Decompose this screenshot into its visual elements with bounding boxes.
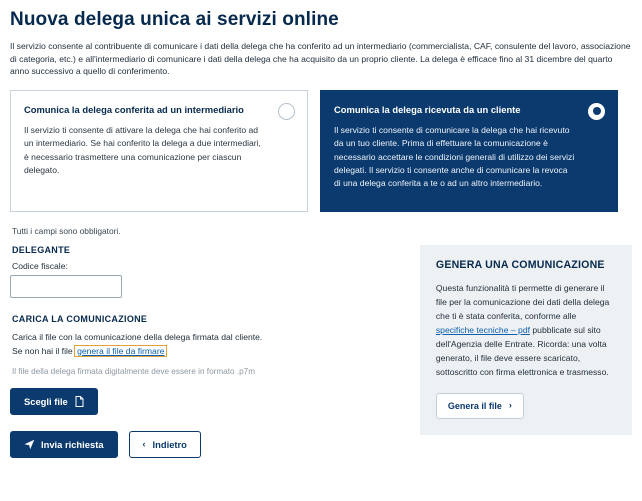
scegli-file-button[interactable] [10, 388, 98, 415]
panel-description-part1: Questa funzionalità ti permette di generare il file per la comunicazione dei dati della delega che ti è stata conferita, conforme alle [435, 282, 610, 321]
panel-description [436, 281, 616, 379]
chevron-left-icon: ‹ [142, 438, 146, 449]
panel-description-part2: pubblicate sul sito dell'Agenzia delle Entrate. Ricorda: una volta generato, il file deve essere scaricato, sottoscritto con firma elettronica e trasmesso. [435, 324, 609, 377]
panel-title: GENERA UNA COMUNICAZIONE [435, 258, 605, 271]
genera-comunicazione-panel [420, 245, 632, 435]
specifiche-tecniche-link[interactable]: specifiche tecniche – pdf [435, 324, 530, 335]
form-actions [10, 431, 406, 458]
document-upload-icon [75, 396, 84, 407]
card-delega-conferita-text: Il servizio ti consente di attivare la delega che hai conferito ad un intermediario. Se hai conferito la delega a due intermediari, è necessario trasmettere una comunicazione per ciascun delegato. [24, 124, 261, 175]
genera-il-file-label: Genera il file [447, 400, 502, 411]
form-column [10, 245, 406, 458]
invia-richiesta-button[interactable] [10, 431, 118, 458]
indietro-button[interactable] [129, 431, 201, 458]
upload-instructions-line1: Carica il file con la comunicazione della delega firmata dal cliente. [12, 331, 263, 342]
mandatory-fields-note: Tutti i campi sono obbligatori. [12, 225, 121, 236]
choose-file-row [10, 388, 406, 415]
chevron-right-icon: › [508, 400, 512, 411]
indietro-label: Indietro [152, 438, 187, 450]
upload-instructions-line2 [12, 344, 406, 358]
delegante-section-label: DELEGANTE [12, 244, 71, 255]
page-intro-text: Il servizio consente al contribuente di comunicare i dati della delega che ha conferito ad un intermediario (commercialista, CAF, consulente del lavoro, associazione di categoria, etc.) e all'intermediario di comunicare i dati della delega che ha acquisito da un proprio cliente. La delega è efficace fino al 31 dicembre del quarto anno successivo a quello di conferimento. [10, 41, 631, 77]
form-and-panel [10, 245, 632, 458]
upload-section-label: CARICA LA COMUNICAZIONE [12, 313, 148, 324]
radio-selected-icon[interactable] [588, 103, 605, 120]
scegli-file-label: Scegli file [24, 395, 68, 407]
card-delega-ricevuta-text: Il servizio ti consente di comunicare la delega che hai ricevuto da un tuo cliente. Prima di effettuare la comunicazione è necessario accettare le condizioni generali di utilizzo dei servizi delegati. Il servizio ti consente anche di comunicare la revoca di una delega conferita a te o ad un altro intermediario. [334, 124, 575, 189]
upload-instructions-prefix: Se non hai il file [12, 345, 76, 356]
card-delega-ricevuta[interactable] [320, 90, 618, 212]
upload-section [10, 314, 406, 415]
invia-richiesta-label: Invia richiesta [41, 438, 104, 450]
file-format-hint: Il file della delega firmata digitalmente deve essere in formato .p7m [12, 366, 256, 376]
card-delega-conferita[interactable] [10, 90, 308, 212]
codice-fiscale-input[interactable] [10, 275, 122, 298]
delegation-type-cards [10, 90, 632, 212]
radio-unselected-icon[interactable] [278, 103, 295, 120]
card-delega-conferita-title: Comunica la delega conferita ad un intermediario [24, 103, 244, 115]
genera-il-file-button[interactable] [436, 393, 524, 419]
page-title: Nuova delega unica ai servizi online [10, 9, 339, 30]
genera-file-da-firmare-link[interactable]: genera il file da firmare [77, 345, 165, 356]
codice-fiscale-label: Codice fiscale: [12, 260, 68, 271]
card-delega-ricevuta-title: Comunica la delega ricevuta da un cliente [334, 103, 521, 115]
send-paper-plane-icon [24, 439, 34, 449]
